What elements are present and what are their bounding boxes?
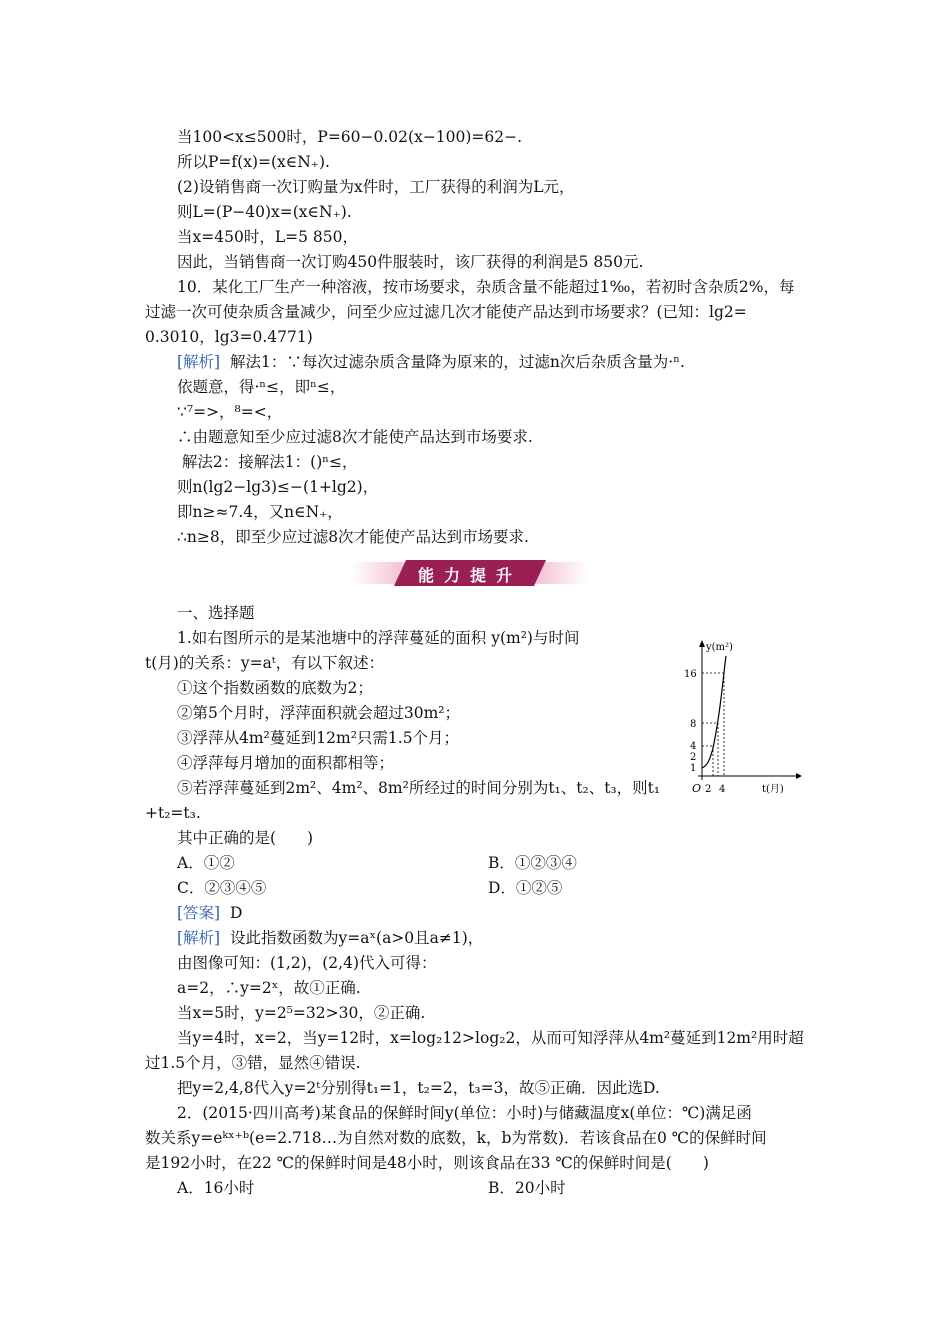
x-axis-arrow [796, 773, 802, 779]
question-10: 10．某化工厂生产一种溶液，按市场要求，杂质含量不能超过1‰，若初时含杂质2%，每 [177, 278, 795, 296]
answer-text: D [220, 904, 243, 922]
x-axis-label: t(月) [762, 784, 784, 795]
option-d: D．①②⑤ [488, 879, 563, 897]
y-tick-2: 2 [690, 752, 697, 763]
text-line: 所以P=f(x)=(x∈N₊). [177, 153, 330, 171]
text-line: ②第5个月时，浮萍面积就会超过30m²； [177, 704, 460, 722]
analysis-tag: [解析] [177, 929, 221, 947]
text-line: +t₂=t₃. [145, 804, 201, 822]
text-line: 由图像可知：(1,2)，(2,4)代入可得： [177, 954, 437, 972]
text-line: (2)设销售商一次订购量为x件时，工厂获得的利润为L元， [177, 178, 575, 196]
text-line: 当x=450时，L=5 850， [177, 228, 358, 246]
x-tick-2: 2 [705, 784, 712, 795]
section-banner [352, 560, 588, 586]
option-b: B．20小时 [488, 1179, 566, 1197]
question-1: 1.如右图所示的是某池塘中的浮萍蔓延的面积 y(m²)与时间 [177, 629, 580, 647]
text-line: 当100<x≤500时，P=60−0.02(x−100)=62−. [177, 128, 523, 146]
text-line: 过1.5个月，③错，显然④错误. [145, 1054, 361, 1072]
text-line: ①这个指数函数的底数为2； [177, 679, 373, 697]
banner-title: 能力提升 [417, 566, 522, 585]
option-a: A．①② [177, 854, 235, 872]
text-line: 则n(lg2−lg3)≤−(1+lg2)， [177, 478, 379, 496]
option-b: B．①②③④ [488, 854, 577, 872]
option-a: A．16小时 [177, 1179, 255, 1197]
y-axis-label: y(m²) [706, 642, 733, 653]
analysis-line [177, 352, 685, 372]
answer-line [177, 903, 242, 923]
x-tick-4: 4 [719, 784, 726, 795]
text-line: 数关系y=eᵏˣ⁺ᵇ(e=2.718…为自然对数的底数，k，b为常数)．若该食品在0 ℃的保鲜时间 [145, 1129, 767, 1147]
y-tick-8: 8 [690, 719, 697, 730]
text-line: 依题意，得·ⁿ≤，即ⁿ≤， [177, 378, 346, 396]
text-line: 0.3010，lg3=0.4771) [145, 328, 313, 346]
text-line: ∴n≥8，即至少应过滤8次才能使产品达到市场要求. [177, 528, 529, 546]
text-line: 因此，当销售商一次订购450件服装时，该厂获得的利润是5 850元. [177, 253, 644, 271]
analysis-tag: [解析] [177, 353, 221, 371]
section-heading: 一、选择题 [177, 604, 255, 622]
text-line: ③浮萍从4m²蔓延到12m²只需1.5个月； [177, 729, 460, 747]
question-2: 2．(2015·四川高考)某食品的保鲜时间y(单位：小时)与储藏温度x(单位：℃)满足函 [177, 1104, 752, 1122]
text-line: a=2，∴y=2ˣ，故①正确. [177, 979, 361, 997]
text-line: 其中正确的是( ) [177, 829, 314, 847]
text-line: 当x=5时，y=2⁵=32>30，②正确. [177, 1004, 426, 1022]
text-line: ∵⁷=>，⁸=<， [177, 403, 283, 421]
text-line: ∴由题意知至少应过滤8次才能使产品达到市场要求. [177, 428, 533, 446]
text-line: t(月)的关系：y=aᵗ，有以下叙述： [145, 654, 385, 672]
answer-tag: [答案] [177, 904, 221, 922]
origin-label: O [692, 782, 702, 795]
y-tick-1: 1 [690, 763, 697, 774]
text-line: 即n≥≈7.4，又n∈N₊， [177, 503, 343, 521]
text-line: 解法2：接解法1：()ⁿ≤， [177, 453, 358, 471]
analysis-text: 设此指数函数为y=aˣ(a>0且a≠1)， [220, 929, 484, 947]
text-line: 是192小时，在22 ℃的保鲜时间是48小时，则该食品在33 ℃的保鲜时间是( ) [145, 1154, 709, 1172]
analysis-line [177, 928, 483, 948]
text-line: 则L=(P−40)x=(x∈N₊). [177, 203, 352, 221]
text-line: 当y=4时，x=2，当y=12时，x=log₂12>log₂2，从而可知浮萍从4m²蔓延到12m²用时超 [177, 1029, 804, 1047]
text-line: 把y=2,4,8代入y=2ᵗ分别得t₁=1，t₂=2，t₃=3，故⑤正确．因此选D. [177, 1079, 660, 1097]
text-line: 过滤一次可使杂质含量减少，问至少应过滤几次才能使产品达到市场要求？(已知：lg2= [145, 303, 747, 321]
y-axis-arrow [699, 640, 705, 647]
exponential-growth-figure [676, 630, 806, 800]
option-c: C．②③④⑤ [177, 879, 267, 897]
y-tick-4: 4 [690, 741, 697, 752]
analysis-text: 解法1：∵每次过滤杂质含量降为原来的，过滤n次后杂质含量为·ⁿ. [220, 353, 685, 371]
text-line: ⑤若浮萍蔓延到2m²、4m²、8m²所经过的时间分别为t₁、t₂、t₃，则t₁ [177, 779, 661, 797]
y-tick-16: 16 [684, 669, 697, 680]
text-line: ④浮萍每月增加的面积都相等； [177, 754, 395, 772]
